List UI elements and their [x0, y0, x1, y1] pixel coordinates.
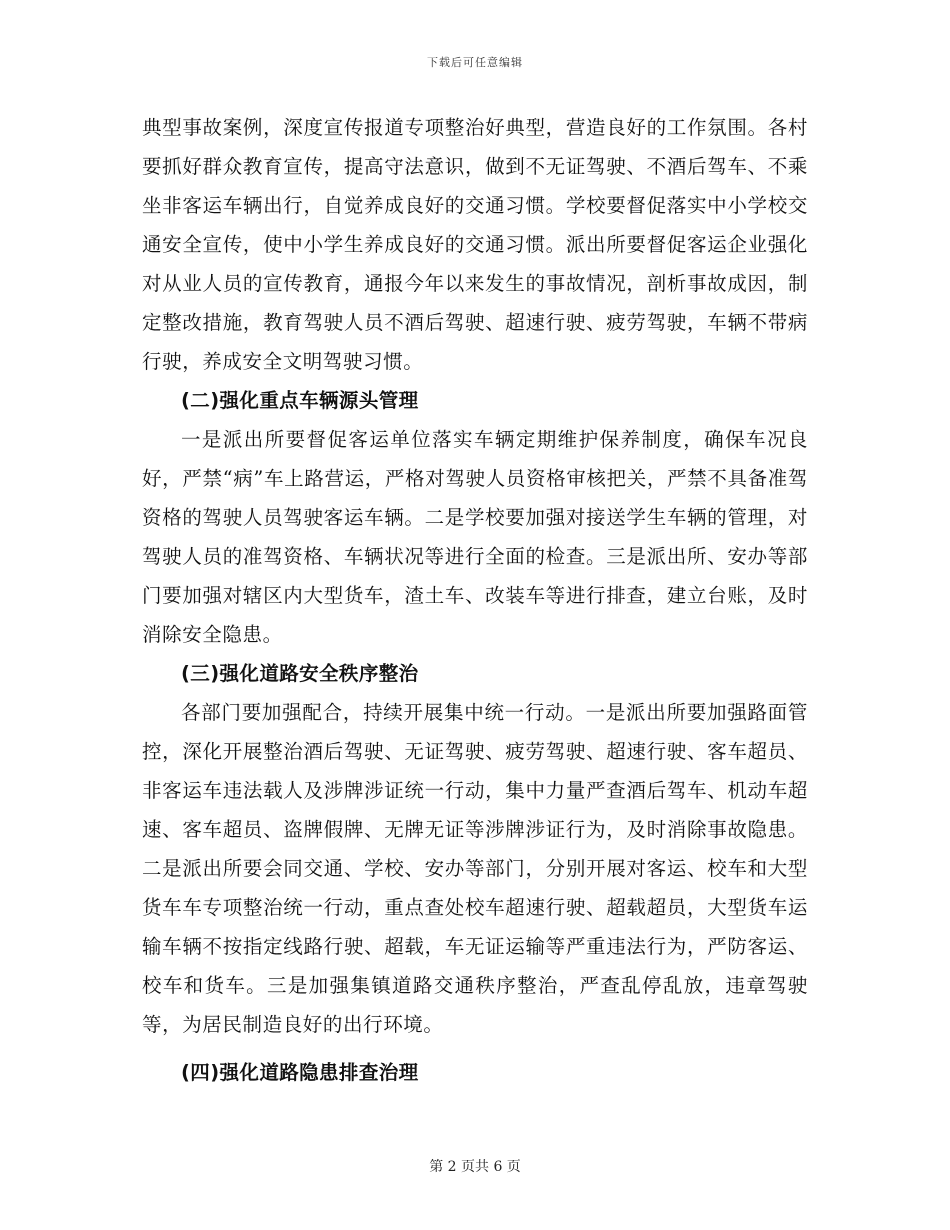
section-heading-road-order: (三)强化道路安全秩序整治 — [181, 662, 419, 685]
page-header: 下载后可任意编辑 — [427, 56, 523, 69]
page-number: 第 2 页共 6 页 — [429, 1159, 521, 1175]
paragraph-road-order: 各部门要加强配合，持续开展集中统一行动。一是派出所要加强路面管控，深化开展整治酒后驾驶、无证驾驶、疲劳驾驶、超速行驶、客车超员、非客运车违法载人及涉牌涉证统一行动，集中力量严查酒后驾车、机动车超速、客车超员、盗牌假牌、无牌无证等涉牌涉证行为，及时消除事故隐患。二是派出所要会同交通、学校、安办等部门，分别开展对客运、校车和大型货车车专项整治统一行动，重点查处校车超速行驶、超载超员，大型货车运输车辆不按指定线路行驶、超载，车无证运输等严重违法行为，严防客运、校车和货车。三是加强集镇道路交通秩序整治，严查乱停乱放，违章驾驶等，为居民制造良好的出行环境。 — [142, 701, 808, 1036]
document-body — [142, 108, 808, 1092]
paragraph-vehicle-management: 一是派出所要督促客运单位落实车辆定期维护保养制度，确保车况良好，严禁“病”车上路营运，严格对驾驶人员资格审核把关，严禁不具备准驾资格的驾驶人员驾驶客运车辆。二是学校要加强对接送学生车辆的管理，对驾驶人员的准驾资格、车辆状况等进行全面的检查。三是派出所、安办等部门要加强对辖区内大型货车，渣土车、改装车等进行排查，建立台账，及时消除安全隐患。 — [142, 428, 808, 646]
paragraph-public-education: 典型事故案例，深度宣传报道专项整治好典型，营造良好的工作氛围。各村要抓好群众教育宣传，提高守法意识，做到不无证驾驶、不酒后驾车、不乘坐非客运车辆出行，自觉养成良好的交通习惯。学校要督促落实中小学校交通安全宣传，使中小学生养成良好的交通习惯。派出所要督促客运企业强化对从业人员的宣传教育，通报今年以来发生的事故情况，剖析事故成因，制定整改措施，教育驾驶人员不酒后驾驶、超速行驶、疲劳驾驶，车辆不带病行驶，养成安全文明驾驶习惯。 — [142, 116, 808, 373]
section-heading-vehicle-management: (二)强化重点车辆源头管理 — [181, 389, 419, 412]
section-heading-hazard-inspection: (四)强化道路隐患排查治理 — [181, 1061, 419, 1084]
